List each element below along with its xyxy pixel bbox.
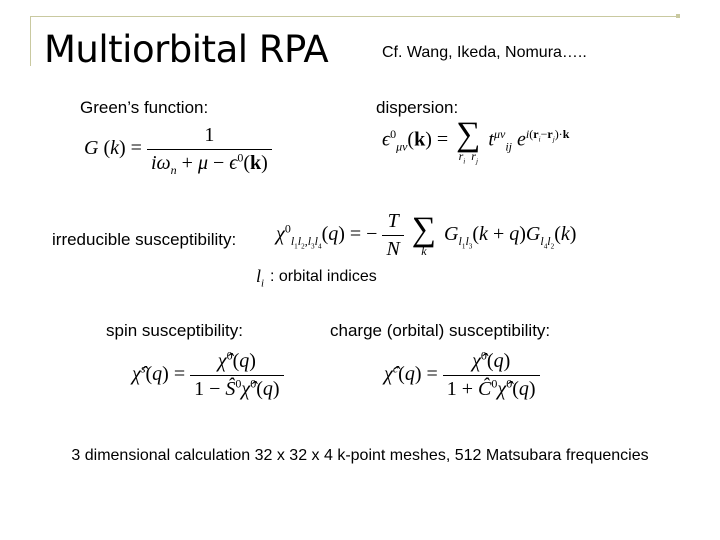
frame-top-line	[30, 16, 678, 17]
frame-corner-marker	[676, 14, 680, 18]
orbital-index-symbol: $l_i$	[256, 266, 265, 290]
calculation-details: 3 dimensional calculation 32 x 32 x 4 k-point meshes, 512 Matsubara frequencies	[71, 447, 649, 464]
greens-function-equation: G (k) = $\frac{1}{i\omega_n + \mu - \epsilon^0(k)}$	[84, 124, 272, 175]
greens-function-label: Green’s function:	[80, 98, 209, 117]
slide-title: Multiorbital RPA	[44, 28, 329, 71]
dispersion-equation: $\epsilon^0_{\mu\nu}(k)$ = ∑ $r_i$ $r_j$ $t^{\mu\nu}_{ij}$ $e^{i(r_i-r_j)\cdot k}$	[382, 116, 570, 166]
orbital-indices-note: : orbital indices	[270, 268, 377, 285]
reference-note: Cf. Wang, Ikeda, Nomura…..	[382, 44, 587, 61]
irreducible-susceptibility-label: irreducible susceptibility:	[52, 230, 237, 249]
dispersion-label: dispersion:	[376, 98, 459, 117]
spin-susceptibility-label: spin susceptibility:	[106, 321, 244, 340]
spin-susceptibility-equation: χ̂$^s$(q) = $\frac{\chî^0(q)}{1 - Ŝ^0\chî^0(q)}$	[132, 350, 284, 401]
charge-susceptibility-label: charge (orbital) susceptibility:	[330, 321, 551, 340]
charge-susceptibility-equation: χ̂$^c$(q) = $\frac{\chî^0(q)}{1 + Ĉ^0\chî^0(q)}$	[384, 350, 540, 401]
frame-left-line	[30, 16, 31, 66]
irreducible-susceptibility-equation: $\chi^0_{l_1l_2,l_3l_4}(q)$ = − $\frac{T}{N}$ ∑ k $G_{l_1l_3}(k + q)G_{l_4l_2}(k)$	[276, 210, 577, 260]
